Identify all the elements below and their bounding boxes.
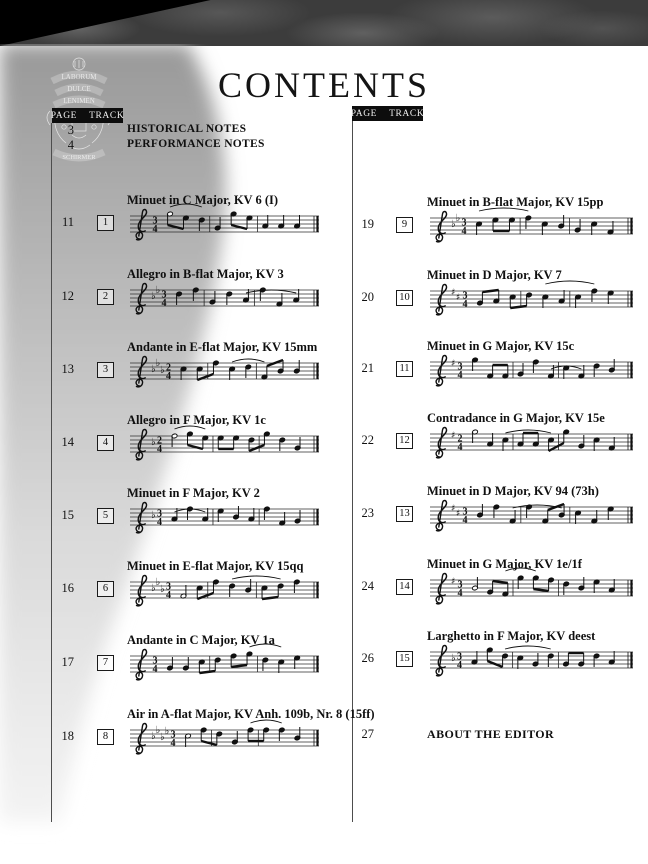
svg-text:♯: ♯ — [451, 504, 456, 514]
entry-page-number: 22 — [361, 433, 374, 447]
svg-text:♯: ♯ — [456, 293, 461, 303]
entry-page-number: 20 — [361, 290, 374, 304]
page-label: PAGE — [50, 110, 78, 121]
entry-track-number-box: 15 — [396, 651, 413, 667]
entry-title: Minuet in G Major, KV 15c — [427, 339, 575, 353]
entry-title: Minuet in D Major, KV 7 — [427, 268, 562, 282]
entry-page-number: 19 — [361, 217, 374, 231]
track-label: TRACK — [389, 108, 425, 119]
svg-text:2: 2 — [457, 433, 463, 445]
staff-excerpt-icon — [126, 348, 322, 394]
entry-track-number-box: 3 — [97, 362, 114, 378]
svg-text:♭: ♭ — [164, 726, 170, 737]
entry-title: Minuet in G Major, KV 1e/1f — [427, 557, 582, 571]
svg-text:3: 3 — [461, 217, 467, 229]
svg-text:♭: ♭ — [455, 213, 461, 224]
staff-excerpt-icon — [426, 492, 636, 538]
svg-text:♭: ♭ — [151, 291, 156, 302]
entry-track-number-box: 7 — [97, 655, 114, 671]
entry-page-number: 18 — [61, 729, 74, 743]
svg-text:4: 4 — [457, 441, 463, 453]
svg-text:♯: ♯ — [451, 431, 456, 441]
svg-text:4: 4 — [157, 516, 162, 528]
svg-text:♭: ♭ — [160, 584, 165, 595]
staff-excerpt-icon — [426, 276, 636, 322]
svg-text:♭: ♭ — [151, 583, 156, 594]
svg-text:2: 2 — [157, 435, 162, 447]
svg-text:4: 4 — [170, 737, 176, 749]
about-the-editor-label: ABOUT THE EDITOR — [427, 727, 555, 741]
svg-text:♭: ♭ — [155, 577, 161, 588]
staff-excerpt-icon — [426, 637, 636, 683]
svg-text:♭: ♭ — [160, 365, 165, 376]
svg-text:♭: ♭ — [155, 285, 161, 296]
entry-track-number-box: 4 — [97, 435, 114, 451]
motto-word-lenimen: LENIMEN — [63, 97, 95, 105]
svg-text:4: 4 — [152, 663, 158, 675]
entry-title: Andante in E-flat Major, KV 15mm — [127, 340, 318, 354]
entry-title: Allegro in F Major, KV 1c — [127, 413, 266, 427]
svg-text:♯: ♯ — [451, 288, 456, 298]
entry-title: Minuet in F Major, KV 2 — [127, 486, 260, 500]
entry-page-number: 12 — [61, 289, 74, 303]
staff-excerpt-icon — [126, 715, 322, 761]
staff-excerpt-icon — [126, 641, 322, 687]
page-label: PAGE — [350, 108, 378, 119]
svg-text:4: 4 — [461, 225, 467, 237]
svg-text:3: 3 — [457, 651, 462, 663]
entry-title: Minuet in D Major, KV 94 (73h) — [427, 484, 599, 498]
staff-excerpt-icon — [126, 567, 322, 613]
entry-track-number-box: 2 — [97, 289, 114, 305]
svg-text:♭: ♭ — [151, 510, 156, 521]
entry-track-number-box: 6 — [97, 581, 114, 597]
front-matter-title: PERFORMANCE NOTES — [127, 138, 265, 150]
entry-track-number-box: 11 — [396, 361, 413, 377]
svg-text:4: 4 — [166, 370, 171, 382]
svg-text:♭: ♭ — [155, 725, 161, 736]
svg-text:3: 3 — [462, 290, 468, 302]
svg-text:3: 3 — [152, 655, 158, 667]
svg-text:4: 4 — [462, 298, 468, 310]
entry-page-number: 26 — [361, 651, 374, 665]
svg-text:4: 4 — [152, 223, 158, 235]
entry-page-number: 13 — [61, 362, 74, 376]
ribbon-word-schirmer: SCHIRMER — [62, 154, 96, 161]
svg-text:3: 3 — [457, 361, 463, 373]
staff-excerpt-icon — [126, 275, 322, 321]
staff-excerpt-icon — [126, 494, 322, 540]
front-matter-page-number: 3 — [67, 123, 74, 137]
page-title: CONTENTS — [218, 65, 430, 105]
entry-page-number: 15 — [61, 508, 74, 522]
entry-title: Allegro in B-flat Major, KV 3 — [127, 267, 284, 281]
motto-word-laborum: LABORUM — [61, 73, 97, 81]
entry-page-number: 16 — [61, 581, 74, 595]
svg-text:♯: ♯ — [456, 509, 461, 519]
svg-text:4: 4 — [157, 443, 162, 455]
entry-track-number-box: 10 — [396, 290, 413, 306]
svg-text:3: 3 — [457, 579, 463, 591]
front-matter-page-number: 4 — [67, 138, 74, 152]
svg-text:4: 4 — [457, 587, 463, 599]
page-track-header-left — [52, 108, 123, 123]
staff-excerpt-icon — [126, 421, 322, 467]
svg-text:3: 3 — [161, 289, 167, 301]
entry-title: Minuet in C Major, KV 6 (I) — [127, 193, 279, 207]
svg-text:♭: ♭ — [151, 437, 156, 448]
entry-track-number-box: 12 — [396, 433, 413, 449]
entry-page-number: 11 — [61, 215, 74, 229]
svg-text:♭: ♭ — [160, 732, 165, 743]
staff-excerpt-icon — [426, 203, 636, 249]
svg-text:♯: ♯ — [451, 359, 456, 369]
entry-track-number-box: 1 — [97, 215, 114, 231]
entry-track-number-box: 13 — [396, 506, 413, 522]
entry-track-number-box: 5 — [97, 508, 114, 524]
entry-title: Minuet in E-flat Major, KV 15qq — [127, 559, 304, 573]
svg-text:3: 3 — [157, 508, 162, 520]
svg-text:4: 4 — [457, 659, 462, 671]
track-label: TRACK — [89, 110, 125, 121]
svg-text:♭: ♭ — [451, 219, 456, 230]
entry-title: Andante in C Major, KV 1a — [127, 633, 275, 647]
svg-text:4: 4 — [166, 589, 171, 601]
entry-page-number: 23 — [361, 506, 374, 520]
svg-text:4: 4 — [161, 297, 167, 309]
svg-text:♯: ♯ — [451, 577, 456, 587]
svg-text:4: 4 — [457, 369, 463, 381]
about-page-number: 27 — [361, 727, 374, 741]
page-track-header-right — [352, 106, 423, 121]
svg-text:4: 4 — [462, 514, 468, 526]
entry-page-number: 21 — [361, 361, 374, 375]
motto-word-dulce: DULCE — [67, 85, 91, 93]
entry-title: Contradance in G Major, KV 15e — [427, 411, 605, 425]
entry-page-number: 17 — [61, 655, 74, 669]
entry-page-number: 24 — [361, 579, 374, 593]
entry-title: Minuet in B-flat Major, KV 15pp — [427, 195, 604, 209]
entry-title: Air in A-flat Major, KV Anh. 109b, Nr. 8 (15ff) — [127, 707, 375, 721]
svg-text:♭: ♭ — [451, 653, 456, 664]
staff-excerpt-icon — [426, 565, 636, 611]
svg-text:3: 3 — [152, 215, 158, 227]
svg-text:3: 3 — [170, 729, 176, 741]
svg-text:3: 3 — [462, 506, 468, 518]
entry-track-number-box: 9 — [396, 217, 413, 233]
entry-track-number-box: 8 — [97, 729, 114, 745]
staff-excerpt-icon — [426, 419, 636, 465]
svg-text:3: 3 — [166, 581, 171, 593]
staff-excerpt-icon — [126, 201, 322, 247]
staff-excerpt-icon — [426, 347, 636, 393]
svg-text:♭: ♭ — [151, 364, 156, 375]
entry-title: Larghetto in F Major, KV deest — [427, 629, 596, 643]
svg-text:♭: ♭ — [155, 358, 161, 369]
svg-text:2: 2 — [166, 362, 171, 374]
front-matter-title: HISTORICAL NOTES — [127, 123, 247, 135]
entry-track-number-box: 14 — [396, 579, 413, 595]
svg-text:♭: ♭ — [151, 731, 156, 742]
entry-page-number: 14 — [61, 435, 74, 449]
